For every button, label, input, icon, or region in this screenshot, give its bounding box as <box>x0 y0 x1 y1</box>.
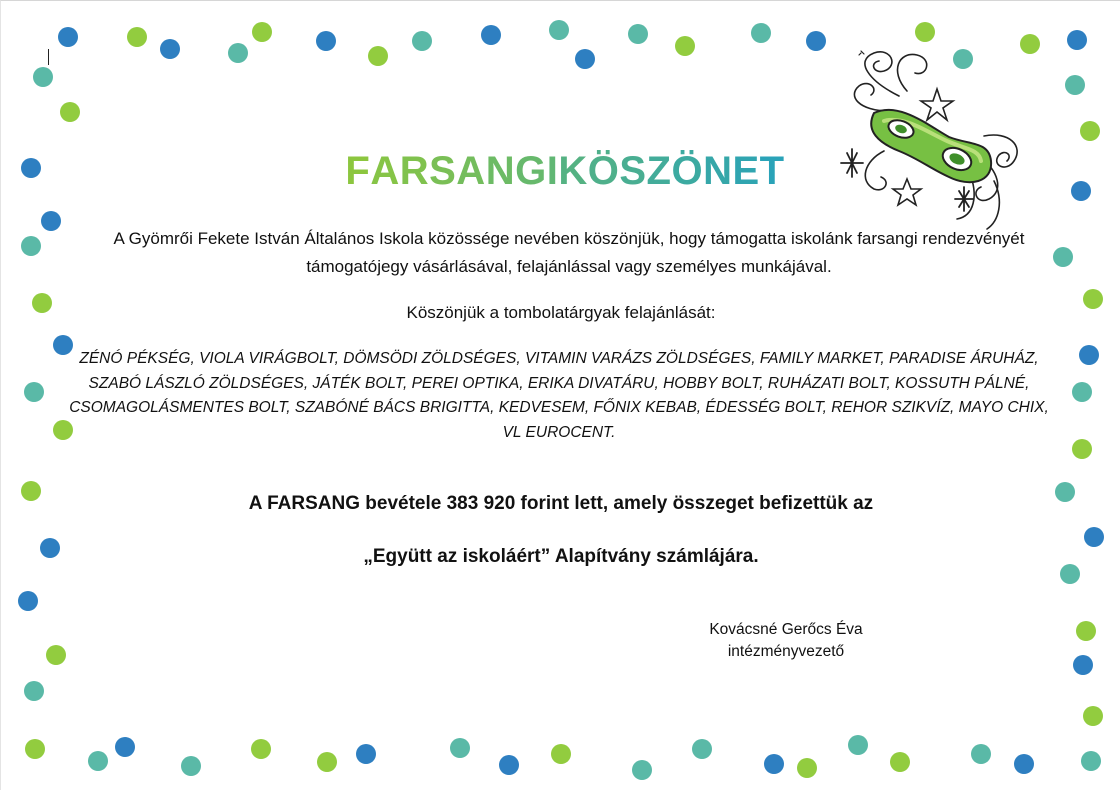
confetti-dot <box>551 744 571 764</box>
confetti-dot <box>251 739 271 759</box>
confetti-dot <box>41 211 61 231</box>
confetti-dot <box>1080 121 1100 141</box>
confetti-dot <box>764 754 784 774</box>
confetti-dot <box>549 20 569 40</box>
confetti-dot <box>499 755 519 775</box>
signatory-name: Kovácsné Gerőcs Éva <box>709 621 863 638</box>
thanks-heading: Köszönjük a tombolatárgyak felajánlását: <box>406 303 716 322</box>
confetti-dot <box>60 102 80 122</box>
confetti-dot <box>450 738 470 758</box>
confetti-dot <box>1072 382 1092 402</box>
confetti-dot <box>628 24 648 44</box>
confetti-dot <box>24 382 44 402</box>
signature-block <box>661 619 911 663</box>
confetti-dot <box>356 744 376 764</box>
confetti-dot <box>1084 527 1104 547</box>
confetti-dot <box>971 744 991 764</box>
confetti-dot <box>18 591 38 611</box>
revenue-statement: A FARSANG bevétele 383 920 forint lett, amely összeget befizettük az <box>248 493 874 514</box>
confetti-dot <box>1081 751 1101 771</box>
sponsor-list: ZÉNÓ PÉKSÉG, VIOLA VIRÁGBOLT, DÖMSÖDI ZÖLDSÉGES, VITAMIN VARÁZS ZÖLDSÉGES, FAMILY MARKET, PARADISE ÁRUHÁZ, SZABÓ LÁSZLÓ ZÖLDSÉGES, JÁTÉK BOLT, PEREI OPTIKA, ERIKA DIVATÁRU, HOBBY BOLT, RUHÁZATI BOLT, KOSSUTH PÁLNÉ, CSOMAGOLÁSMENTES BOLT, SZABÓNÉ BÁCS BRIGITTA, KEDVESEM, FŐNIX KEBAB, ÉDESSÉG BOLT, REHOR SZIKVÍZ, MAYO CHIX, VL EUROCENT. <box>69 350 1049 441</box>
confetti-dot <box>675 36 695 56</box>
confetti-dot <box>481 25 501 45</box>
confetti-dot <box>575 49 595 69</box>
confetti-dot <box>25 739 45 759</box>
confetti-dot <box>1073 655 1093 675</box>
confetti-dot <box>33 67 53 87</box>
confetti-dot <box>1083 706 1103 726</box>
confetti-dot <box>46 645 66 665</box>
confetti-dot <box>228 43 248 63</box>
confetti-dot <box>797 758 817 778</box>
confetti-dot <box>412 31 432 51</box>
confetti-dot <box>181 756 201 776</box>
confetti-dot <box>890 752 910 772</box>
confetti-dot <box>88 751 108 771</box>
signatory-role: intézményvezető <box>727 643 845 660</box>
confetti-dot <box>317 752 337 772</box>
confetti-dot <box>1065 75 1085 95</box>
intro-paragraph: A Gyömrői Fekete István Általános Iskola közössége nevében köszönjük, hogy támogatta iskolánk farsangi rendezvényét támogatójegy vásárlásával, felajánlással vagy személyes munkájával. <box>113 229 1025 276</box>
confetti-dot <box>1072 439 1092 459</box>
foundation-account-line: „Együtt az iskoláért” Alapítvány számlájára. <box>363 546 759 567</box>
confetti-dot <box>1079 345 1099 365</box>
confetti-dot <box>115 737 135 757</box>
page-title: FARSANGIKÖSZÖNET <box>345 149 785 193</box>
confetti-dot <box>1076 621 1096 641</box>
confetti-dot <box>160 39 180 59</box>
confetti-dot <box>806 31 826 51</box>
confetti-dot <box>127 27 147 47</box>
confetti-dot <box>848 735 868 755</box>
carnival-mask-icon <box>829 41 1039 231</box>
text-cursor <box>48 49 49 65</box>
confetti-dot <box>252 22 272 42</box>
confetti-dot <box>1067 30 1087 50</box>
confetti-dot <box>915 22 935 42</box>
confetti-dot <box>24 681 44 701</box>
confetti-dot <box>632 760 652 780</box>
confetti-dot <box>1053 247 1073 267</box>
confetti-dot <box>21 236 41 256</box>
confetti-dot <box>751 23 771 43</box>
confetti-dot <box>368 46 388 66</box>
confetti-dot <box>58 27 78 47</box>
confetti-dot <box>316 31 336 51</box>
confetti-dot <box>1014 754 1034 774</box>
confetti-dot <box>692 739 712 759</box>
